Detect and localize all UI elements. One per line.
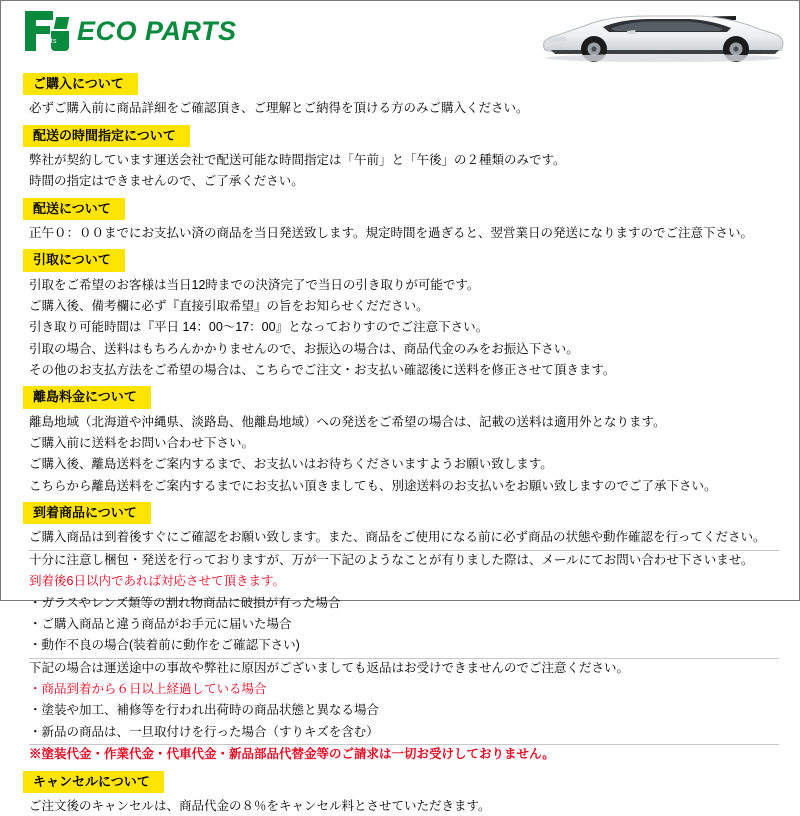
- section-line: 必ずご購入前に商品詳細をご確認頂き、ご理解とご納得を頂ける方のみご購入ください。: [29, 101, 529, 116]
- section-body-pickup: [1, 276, 799, 381]
- section-body-shipping: [1, 224, 799, 243]
- sections-root: [1, 67, 799, 816]
- section-line: ご購入前に送料をお問い合わせ下さい。: [29, 436, 255, 450]
- section-line: ご購入商品は到着後すぐにご確認をお願い致します。また、商品をご使用になる前に必ず商品の状態や動作確認を行ってください。: [29, 530, 766, 545]
- section-line: ご購入後、備考欄に必ず『直接引取希望』の旨をお知らせくだださい。: [29, 298, 429, 313]
- section-line: ・動作不良の場合(装着前に動作をご確認下さい): [29, 638, 300, 653]
- section-heading-pickup: 引取について: [23, 249, 125, 271]
- section-line: その他のお支払方法をご希望の場合は、こちらでご注文・お支払い確認後に送料を修正させて頂きます。: [29, 363, 616, 377]
- section-line: 正午０：００までにお支払い済の商品を当日発送致します。規定時間を過ぎると、翌営業日の発送になりますのでご注意下さい。: [29, 225, 754, 240]
- section-line: ・ご購入商品と違う商品がお手元に届いた場合: [29, 616, 292, 631]
- section-body-delivery-time: [1, 151, 799, 192]
- section-line: ・商品到着から６日以上経過している場合: [29, 682, 267, 696]
- sports-car-image: [531, 3, 791, 65]
- section-heading-arrival: 到着商品について: [23, 502, 151, 524]
- section-body-arrival: [1, 528, 799, 764]
- section-line: 到着後6日以内であれば対応させて頂きます。: [29, 574, 285, 589]
- section-heading-delivery-time: 配送の時間指定について: [23, 125, 190, 147]
- section-line: 下記の場合は運送途中の事故や弊社に原因がございましても返品はお受けできませんのでご注意ください。: [29, 660, 630, 675]
- section-line: 引取の場合、送料はもちろんかかりませんので、お振込の場合は、商品代金のみをお振込下さい。: [29, 341, 579, 356]
- section-heading-remote-fee: 離島料金について: [23, 386, 151, 408]
- section-line: ・新品の商品は、一旦取付けを行った場合（すりキズを含む）: [29, 724, 379, 739]
- section-line: 十分に注意し梱包・発送を行っておりますが、万が一下記のようなことが有りました際は、メールにてお問い合わせ下さいませ。: [29, 552, 754, 567]
- section-line: ・ガラスやレンズ類等の割れ物商品に破損が有った場合: [29, 595, 341, 610]
- eco-parts-logo-icon: [25, 11, 69, 51]
- logo-sub-text: Parts: [39, 38, 57, 45]
- section-line: 弊社が契約しています運送会社で配送可能な時間指定は「午前」と「午後」の２種類のみです。: [29, 152, 566, 167]
- section-line: 離島地域（北海道や沖縄県、淡路島、他離島地域）への発送をご希望の場合は、記載の送料は適用外となります。: [29, 414, 666, 429]
- section-line: 引取をご希望のお客様は当日12時までの決済完了で当日の引き取りが可能です。: [29, 277, 480, 292]
- page-header: [1, 1, 799, 67]
- section-line: ご注文後のキャンセルは、商品代金の８％をキャンセル料とさせていただきます。: [29, 798, 491, 813]
- section-body-purchase: [1, 99, 799, 118]
- section-line: ※塗装代金・作業代金・代車代金・新品部品代替金等のご請求は一切お受けしておりません。: [29, 747, 555, 762]
- section-body-cancel: [1, 797, 799, 816]
- section-body-remote-fee: [1, 413, 799, 497]
- section-line: 時間の指定はできませんので、ご了承ください。: [29, 174, 304, 189]
- section-line: ・塗装や加工、補修等を行われ出荷時の商品状態と異なる場合: [29, 703, 380, 718]
- section-heading-cancel: キャンセルについて: [23, 771, 164, 793]
- section-line: ご購入後、離島送料をご案内するまで、お支払いはお待ちくださいますようお願い致します。: [29, 457, 553, 472]
- brand-logo: [25, 11, 237, 51]
- logo-text: ECO PARTS: [77, 15, 237, 46]
- section-heading-purchase: ご購入について: [23, 73, 138, 95]
- section-line: こちらから離島送料をご案内するまでにお支払い頂きましても、別途送料のお支払いをお願い致しますのでご了承下さい。: [29, 478, 717, 493]
- section-heading-shipping: 配送について: [23, 198, 125, 220]
- section-line: 引き取り可能時間は『平日 14：00〜17：00』となっておりすのでご注意下さい。: [29, 320, 489, 335]
